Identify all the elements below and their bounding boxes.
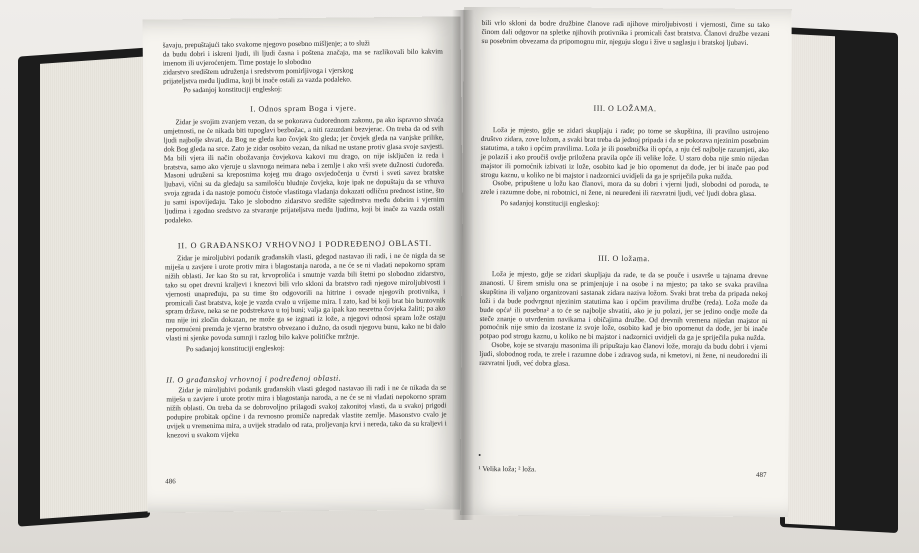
right-intro	[482, 19, 770, 48]
left-section-2	[165, 239, 446, 355]
section-body: Osobe, pripuštene u ložu kao članovi, mora da su dobri i vjerni ljudi, slobodni od poroda, te zrele i razumne dobe, ni robotnici, ni žene, ni neuređeni ili razvratni ljudi, već ljudi dobra glasa.	[480, 179, 769, 199]
right-section-2	[479, 253, 768, 370]
left-section-3	[166, 373, 447, 440]
right-section-1	[480, 103, 769, 210]
section-heading: III. O LOŽAMA.	[593, 103, 657, 114]
book-spine-shadow	[452, 10, 474, 520]
left-intro-line: šavaju, prepuštajući tako svakome njegovo posebno mišljenje; a to služi	[162, 39, 370, 50]
bullet-icon	[479, 454, 481, 456]
constitution-note: Po sadanjoj konstituciji engleskoj:	[500, 199, 600, 209]
right-intro-text: bili vrlo skloni da bodre družbine članove radi njihove miroljubivosti i vjernosti, čime su tako činom dali odgovor na spletke njihovih protivnika i promicali čast bratstva. Članovi družbe vezani su posebnim obvezama da pripomognu mir, njeguju slogu i žive u saglasju i bratskoj ljubavi.	[481, 18, 770, 47]
section-body: Zidar je miroljubivi podanik građanskih vlasti, gdegod nastavao ili radi, i ne će nigda da se miješa u zavjere i urote protiv mira i blagostanja naroda, a ne će se ni vladati nepokorno spram nižih oblasti. Jer kao što su rat, krvoprolića i smutnje vazda bili štetni po slobodno zidarstvo, tako su opet drevni kraljevi i knezovi bili vrlo skloni da bratstvo radi njegove miroljubivosti i vjernosti unapređuju, pa su time što odgovorili na hitrine i osvade njegovih protivnika, i promicali čast bratstva, koje je vazda cvalo u vrijeme mira. I zato, kad bi koji brat bio buntovnik spram države, neka se ne podstrekava u toj buni; valja ga ipak kao nesretna čovjeka žaliti; pa ako mu nije ini zločin dokazan, ne može ga se izgnati iz lože, a njegovi odnosi spram lože ostaju nepomućeni premda je vjerno bratstvo obvezano i dužno, da osudi njegovu bunu, kako ne bi dalo vlasti ni sjenke povoda sumnji i razlog bilo kakve političke mržnje.	[164, 251, 446, 343]
page-number-left: 486	[165, 477, 176, 486]
left-intro-line: zidarstvo središtem udruženja i sredstvom pomirljivoga i vjerskog	[162, 66, 354, 77]
page-edges-right	[785, 34, 835, 527]
left-intro-line: prijateljstva među ljudima, koji bi inače ostali za vazda podaleko.	[163, 75, 352, 86]
footnote	[479, 443, 767, 476]
left-intro	[163, 39, 444, 95]
right-page	[460, 7, 792, 517]
left-intro-line: da budu dobri i iskreni ljudi, ili ljudi časna i poštena značaja, ma se razlikovali bilo kakvim imenom ili uvjeroćenjem. Time postaje lo slobodno	[162, 47, 443, 68]
left-page	[142, 16, 465, 512]
constitution-note: Po sadanjoj konstituciji engleskoj:	[185, 344, 285, 354]
section-body: Zidar je miroljubivi podanik građanskih vlasti gdegod nastavao ili radi i ne će nikada da se miješa u zavjere i urote protiv mira i blagostanja naroda, a ne će se ni vladati nepokorno spram nižih oblasti. On treba da se dobrovoljno prilagodi svakoj zakonitoj vlasti, da u svakoj prigodi podupire probitak općine i da revnosno promiče napredak vlastite zemlje. Masonstvo cvalo je uvijek u vremenima mira, a uvijek stradalo od rata, proljevanja krvi i nereda, tako da su kraljevi i knezovi u svakom vijeku	[166, 383, 447, 439]
page-edges-left	[40, 56, 150, 519]
section-body: Loža je mjesto, gdje se zidari skupljaju da rade, te da se pouče i usavrše u tajnama drevne znanosti. U širem smislu ona se primjenjuje i na osobe i na mjesto; pa tako se svaka pravilna skupština ili valjano organizovani sastanak zidara naziva ložom. Svaki brat treba da pripada nekoj loži i da bude podvrgnut njezinim statutima kao i općim pravilima družbe (reda). Loža može da bude opća¹ ili posebna² a to će se najbolje shvatiti, ako je ju polazi, jer se jedino ondje može da steče znanje o utvrđenim navikama i običajima družbe. Od drevnih vremena nijedan majstor ni pomoćnik nije smio da izostane iz svoje lože, osobito kad je bio opomenut da dođe, jer bi inače potpao pod strogu kaznu, u koliko ne bi majstor i nadzornici uvidjeli da ga je spriječila puka nužda.	[479, 270, 768, 343]
constitution-note: Po sadanjoj konstituciji engleskoj:	[183, 84, 283, 94]
section-body: Osobe, koje se stvaraju masonima ili pripuštaju kao članovi lože, moraju da budu dobri i vjerni ljudi, slobodnog roda, te zrele i razumne dobe i zdravog suda, ni kmetovi, ni žene, ni neudoredni ili razvratni ljudi, već dobra glasa.	[479, 341, 768, 368]
section-heading: I. Odnos spram Boga i vjere.	[250, 103, 357, 114]
left-section-1	[163, 103, 444, 226]
section-heading: III. O ložama.	[598, 253, 650, 264]
page-number-right: 487	[755, 470, 767, 479]
section-body: Loža je mjesto, gdje se zidari skupljaju i rade; po tome se skupština, ili pravilno ustrojeno društvo zidara, zove ložom, a svaki brat treba da jednoj pripada i da se pokorava njezinim posebnim statutima, a tako i općim pravilima. Loža je ili posebnička ili opća, a nju ćeš najbolje razumjeti, ako je polaziš i ako proučiš ovdje priložena pravila opće ili velike lože. U staro doba nije smio nijedan majstor ili pomoćnik izbivati iz lože, osobito kad je bio opomenut da dođe, jer bi inače pao pod strogu kaznu, u koliko ne bi majstor i nadzornici uvidjeli da ga je spriječila puka nužda.	[480, 126, 769, 181]
section-body: Zidar je svojim zvanjem vezan, da se pokorava ćudorednom zakonu, pa ako ispravno shvaća umjetnosti, ne će nikada biti tupoglavi bezbožac, a niti razuzdani bezvjerac. On treba da od svih ljudi najbolje shvati, da Bog ne gleda kao čovjek što gleda; jer čovjek gleda na vanjske prilike, dok Bog gleda na srce. Zato je zidar osobito vezan, da nikad ne ustane protiv glasa svoje savjesti. Ma bili vjera ili način obožavanja čovjekova kakovi mu drago, on nije isključen iz reda i bratstva, samo ako vjeruje u slavnoga neimara neba i zemlje i ako vrši svete dužnosti ćudoređa. Masoni udruženi sa kreposnima kojeg mu drago osvjedočenja u čvrsti i sveti savez bratske ljubavi, vični su da gledaju sa samilošću bludnje čovjeka, koje ipak ne dopuštaju da se vrhuva svoja zgrada i da nastoje pomoću čistoće vlastitoga vladanja dokazati odličnu prednost istine, što ju sami ispovijedaju. Tako je slobodno zidarstvo središte sajedinstva među dobrim i vjernim ljudima i zgodno sredstvo za stvaranje prijateljstva među ljudima, koji bi inače za vazda ostali podaleko.	[163, 115, 445, 225]
footnote-text: ¹ Velika loža; ² loža.	[478, 464, 537, 474]
section-heading: II. O građanskoj vrhovnoj i podređenoj oblasti.	[166, 373, 342, 385]
section-heading: II. O GRAĐANSKOJ VRHOVNOJ I PODREĐENOJ OBLASTI.	[177, 238, 432, 251]
